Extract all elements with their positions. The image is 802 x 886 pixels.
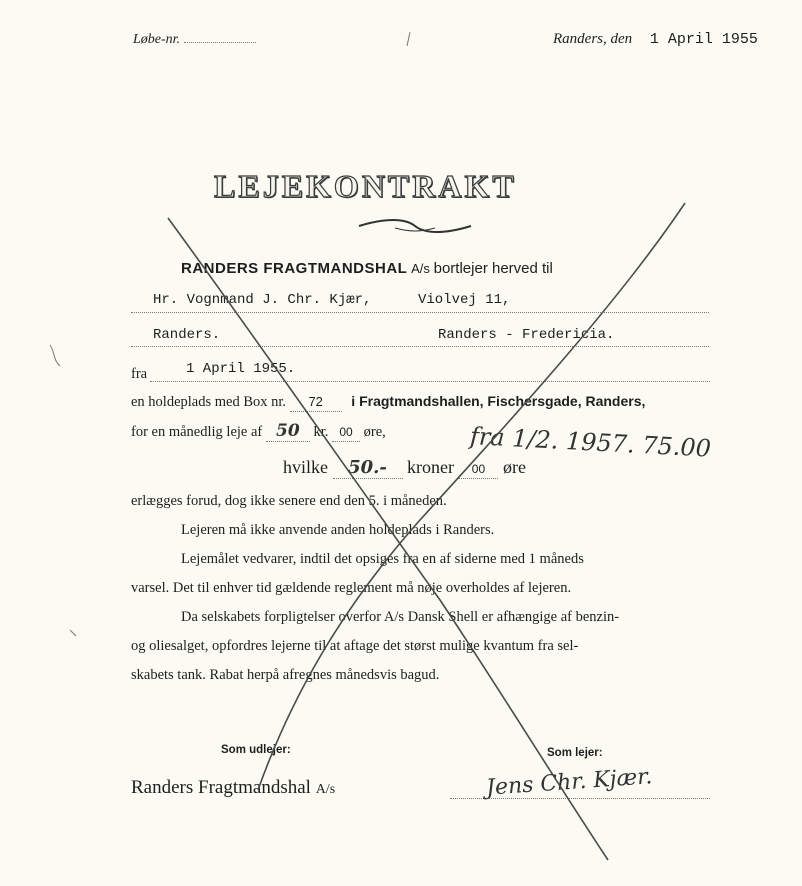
start-date: 1 April 1955. <box>186 361 296 377</box>
rent-kr-label: kr. <box>313 424 329 440</box>
clause-3-line-1: Da selskabets forpligtelser overfor A/s Dansk Shell er afhængige af benzin- <box>181 609 620 625</box>
tenant-signature: Jens Chr. Kjær. <box>485 764 654 801</box>
rent-kr-value: 50 <box>276 421 300 441</box>
cross-out-stroke-1 <box>168 218 608 860</box>
tenant-route: Randers - Fredericia. <box>438 327 615 343</box>
place-date <box>553 31 758 48</box>
title-flourish <box>355 216 475 236</box>
clause-1: Lejeren må ikke anvende anden holdeplads i Randers. <box>181 522 495 538</box>
rent-text-before: for en månedlig leje af <box>131 424 263 440</box>
clause-2-line-2: varsel. Det til enhver tid gældende reglement må nøje overholdes af lejeren. <box>131 580 572 596</box>
contract-date: 1 April 1955 <box>649 31 758 48</box>
place-date-label: Randers, den <box>553 31 633 47</box>
hvilke-label: hvilke <box>283 457 328 477</box>
written-ore-value: 00 <box>471 462 486 476</box>
rent-ore-value: 00 <box>339 425 353 439</box>
intro-line <box>181 260 553 278</box>
tenant-city: Randers. <box>153 327 221 343</box>
clause-3-line-2: og oliesalget, opfordres lejerne til at aftage det størst mulige kvantum fra sel- <box>131 638 579 654</box>
tenant-sign-label: Som lejer: <box>547 747 603 759</box>
box-number: 72 <box>308 394 323 409</box>
lobe-number-label: Løbe-nr. <box>133 32 181 47</box>
payment-clause: erlægges forud, dog ikke senere end den 5. i måneden. <box>131 493 447 509</box>
company-suffix: A/s <box>411 261 430 276</box>
tenant-name: Hr. Vognmand J. Chr. Kjær, <box>153 292 372 308</box>
landlord-name: Randers Fragtmandshal <box>131 777 311 798</box>
clause-2-line-1: Lejemålet vedvarer, indtil det opsiges fra en af siderne med 1 måneds <box>181 551 584 567</box>
rent-ore-label: øre, <box>363 424 386 440</box>
tenant-address: Violvej 11, <box>418 292 511 308</box>
landlord-name-block <box>131 777 335 799</box>
kroner-label: kroner <box>407 457 454 477</box>
clause-3-line-3: skabets tank. Rabat herpå afregnes månedsvis bagud. <box>131 667 440 683</box>
place-text-before: en holdeplads med Box nr. <box>131 394 287 410</box>
hvilke-line <box>283 457 526 479</box>
intro-text: bortlejer herved til <box>433 260 553 277</box>
fra-label: fra <box>131 366 148 382</box>
handwritten-rent-note: fra 1/2. 1957. 75.00 <box>469 422 712 463</box>
rent-line <box>131 421 386 442</box>
company-name: RANDERS FRAGTMANDSHAL <box>181 260 408 277</box>
written-ore-label: øre <box>502 457 526 477</box>
place-line <box>131 393 645 412</box>
lobe-number-field <box>133 32 256 48</box>
document-title: LEJEKONTRAKT <box>214 168 517 204</box>
place-text-after: i Fragtmandshallen, Fischersgade, Randers, <box>351 393 646 409</box>
landlord-suffix: A/s <box>315 782 336 797</box>
kroner-written-value: 50.- <box>348 457 387 478</box>
landlord-label: Som udlejer: <box>221 744 291 756</box>
